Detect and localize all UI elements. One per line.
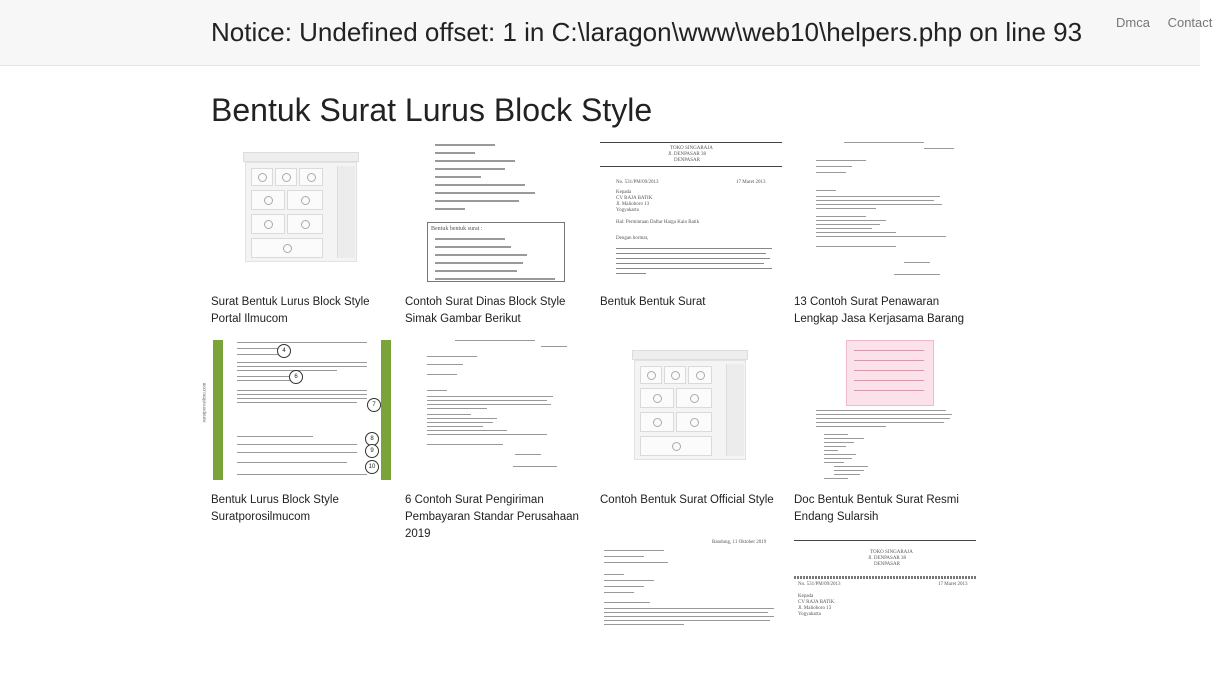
watermark-text: suratporosilmu.com	[202, 382, 208, 423]
card-caption[interactable]: Bentuk Bentuk Surat	[600, 296, 706, 308]
thumbnail-pink-document[interactable]	[794, 340, 976, 480]
card-caption[interactable]: 13 Contoh Surat Penawaran Lengkap Jasa Kerjasama Barang	[794, 296, 965, 325]
card-caption[interactable]: Bentuk Lurus Block Style Suratporosilmucom	[211, 494, 339, 523]
card-caption[interactable]: Doc Bentuk Bentuk Surat Resmi Endang Sularsih	[794, 494, 959, 523]
list-heading: Bentuk bentuk surat :	[431, 226, 483, 232]
thumbnail-letter-document[interactable]: Bandung, 11 Oktober 2019	[600, 538, 782, 678]
gallery-card[interactable]	[600, 538, 782, 678]
gallery-card[interactable]	[600, 142, 782, 311]
gallery-card[interactable]	[405, 142, 587, 328]
thumbnail-letter-document[interactable]: TOKO SINGARAJA Jl. DENPASAR 38 DENPASAR No. 531/PM/09/2013 17 Maret 2013 Kepada CV RAJA BATIK Jl. Malioboro 13 Yogyakarta	[794, 538, 976, 678]
gallery-card[interactable]	[600, 340, 782, 509]
top-bar	[0, 0, 1213, 66]
php-notice: Notice: Undefined offset: 1 in C:\laragon\www\web10\helpers.php on line 93	[211, 17, 1083, 47]
thumbnail-cabinet[interactable]	[600, 340, 782, 480]
card-caption[interactable]: Contoh Bentuk Surat Official Style	[600, 494, 774, 506]
gallery-card[interactable]	[794, 538, 976, 678]
nav-link-dmca[interactable]: Dmca	[1116, 15, 1150, 30]
gallery-card[interactable]	[405, 340, 587, 543]
card-caption[interactable]: Surat Bentuk Lurus Block Style Portal Ilmucom	[211, 296, 370, 325]
thumbnail-letter-document[interactable]	[794, 142, 976, 282]
thumbnail-cabinet[interactable]	[211, 142, 393, 282]
gallery-card[interactable]	[202, 340, 393, 526]
nav-link-contact[interactable]: Contact	[1167, 15, 1213, 30]
gallery-card[interactable]	[794, 340, 976, 526]
thumbnail-diagram[interactable]: suratporosilmu.com 4 6 7 8 9 10	[211, 340, 393, 480]
card-caption[interactable]: 6 Contoh Surat Pengiriman Pembayaran Standar Perusahaan 2019	[405, 494, 579, 540]
card-caption[interactable]: Contoh Surat Dinas Block Style Simak Gambar Berikut	[405, 296, 566, 325]
gallery-card[interactable]	[211, 142, 393, 328]
thumbnail-letter-document[interactable]	[405, 340, 587, 480]
gallery-card[interactable]	[794, 142, 976, 328]
top-nav	[1116, 15, 1226, 30]
thumbnail-list-document[interactable]	[405, 142, 587, 282]
page-title: Bentuk Surat Lurus Block Style	[211, 92, 653, 128]
thumbnail-letter-document[interactable]: TOKO SINGARAJA Jl. DENPASAR 38 DENPASAR No. 531/PM/09/2013 17 Maret 2013 Kepada CV RAJA BATIK Jl. Malioboro 13 Yogyakarta Hal: Permintaan Daftar Harga Kain Batik Dengan hormat,	[600, 142, 782, 282]
